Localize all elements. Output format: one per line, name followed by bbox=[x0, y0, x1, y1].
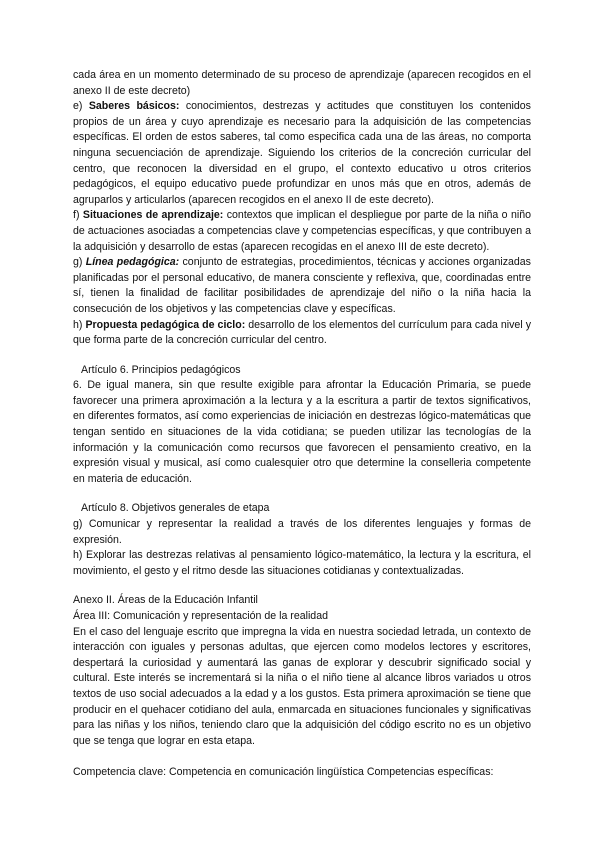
definition-f-term: Situaciones de aprendizaje: bbox=[82, 209, 224, 222]
anexo-text: En el caso del lenguaje escrito que impregna la vida en nuestra sociedad letrada, un contexto de interacción con iguales y personas adultas, que ejercen como modelos lectores y escritores, despertará la curiosidad y aumentará las ganas de explorar y descubrir significado social y cultural. Este interés se incrementará si la niña o el niño tiene al alcance libros variados u otros textos de uso social adecuados a la edad y a los gustos. Esta primera aproximación se tiene que producir en el quehacer cotidiano del aula, enmarcada en situaciones funcionales y significativas para las niñas y los niños, teniendo claro que la adquisición del código escrito no es un objetivo que se tenga que lograr en esta etapa. bbox=[73, 625, 531, 747]
spacer bbox=[73, 487, 531, 501]
spacer bbox=[73, 579, 531, 593]
spacer bbox=[73, 349, 531, 363]
articulo-8-h: h) Explorar las destrezas relativas al pensamiento lógico-matemático, la lectura y la escritura, el movimiento, el gesto y el ritmo desde las situaciones cotidianas y contextualizadas. bbox=[73, 549, 531, 577]
spacer bbox=[73, 749, 531, 765]
definition-h-term: Propuesta pedagógica de ciclo: bbox=[85, 318, 246, 331]
definition-f-text: contextos que implican el despliegue por parte de la niña o niño de actuaciones asociadas a competencias clave y competencias específicas, y que contribuyen a la adquisición y desarrollo de estas (aparecen recogidas en el anexo III de este decreto). bbox=[73, 209, 532, 253]
definition-e-term: Saberes básicos: bbox=[88, 100, 180, 113]
definition-f-prefix: f) bbox=[73, 209, 83, 222]
definition-h bbox=[73, 318, 531, 349]
definition-f bbox=[73, 208, 531, 255]
definition-e-text: conocimientos, destrezas y actitudes que constituyen los contenidos propios de un área y cuyo aprendizaje es necesario para la adquisición de las competencias específicas. El orden de estos saberes, tal como especifica cada una de las áreas, no comporta ninguna secuenciación de aprendizaje. Siguiendo los criterios de la concreción curricular del centro, que reconocen la diversidad en el grupo, el contexto educativo u otros criterios pedagógicos, el equipo educativo puede profundizar en unos más que en otros, además de agruparlos y articularlos (aparecen recogidos en el anexo II de este decreto). bbox=[73, 100, 531, 206]
definition-g-text: conjunto de estrategias, procedimientos, técnicas y acciones organizadas planificadas por el personal educativo, de manera consciente y reflexiva, que, coordinadas entre sí, tienen la finalidad de facilitar posibilidades de aprendizaje del niño o la niña hacia la consecución de los objetivos y las competencias clave y específicas. bbox=[73, 256, 531, 315]
area-heading: Área III: Comunicación y representación de la realidad bbox=[73, 610, 328, 622]
articulo-6-text: 6. De igual manera, sin que resulte exigible para afrontar la Educación Primaria, se puede favorecer una primera aproximación a la lectura y a la escritura a partir de textos significativos, en diferentes formatos, así como experiencias de iniciación en destrezas lógico-matemáticas que tengan sentido en situaciones de la vida cotidiana; se pueden utilizar las tecnologías de la información y la comunicación como recursos que favorecen el pensamiento creativo, en la expresión visual y musical, así como cualesquier otro que determine la conselleria competente en materia de educación. bbox=[73, 379, 531, 485]
articulo-8-g: g) Comunicar y representar la realidad a través de los diferentes lenguajes y formas de expresión. bbox=[73, 518, 531, 546]
document-page bbox=[73, 68, 531, 781]
competencia-line: Competencia clave: Competencia en comunicación lingüística Competencias específicas: bbox=[73, 766, 494, 779]
definition-g-term: Línea pedagógica: bbox=[85, 256, 180, 269]
definition-g bbox=[73, 255, 531, 317]
definition-e-prefix: e) bbox=[73, 100, 89, 113]
articulo-8-heading: Artículo 8. Objetivos generales de etapa bbox=[81, 502, 270, 515]
articulo-6-heading: Artículo 6. Principios pedagógicos bbox=[81, 363, 241, 376]
definition-g-prefix: g) bbox=[73, 256, 86, 269]
anexo-heading: Anexo II. Áreas de la Educación Infantil bbox=[73, 594, 258, 607]
definition-h-prefix: h) bbox=[73, 318, 86, 331]
definition-e bbox=[73, 99, 531, 208]
definition-h-text: desarrollo de los elementos del currículum para cada nivel y que forma parte de la concreción curricular del centro. bbox=[73, 318, 531, 347]
definition-intro: cada área en un momento determinado de su proceso de aprendizaje (aparecen recogidos en el anexo II de este decreto) bbox=[73, 69, 531, 97]
